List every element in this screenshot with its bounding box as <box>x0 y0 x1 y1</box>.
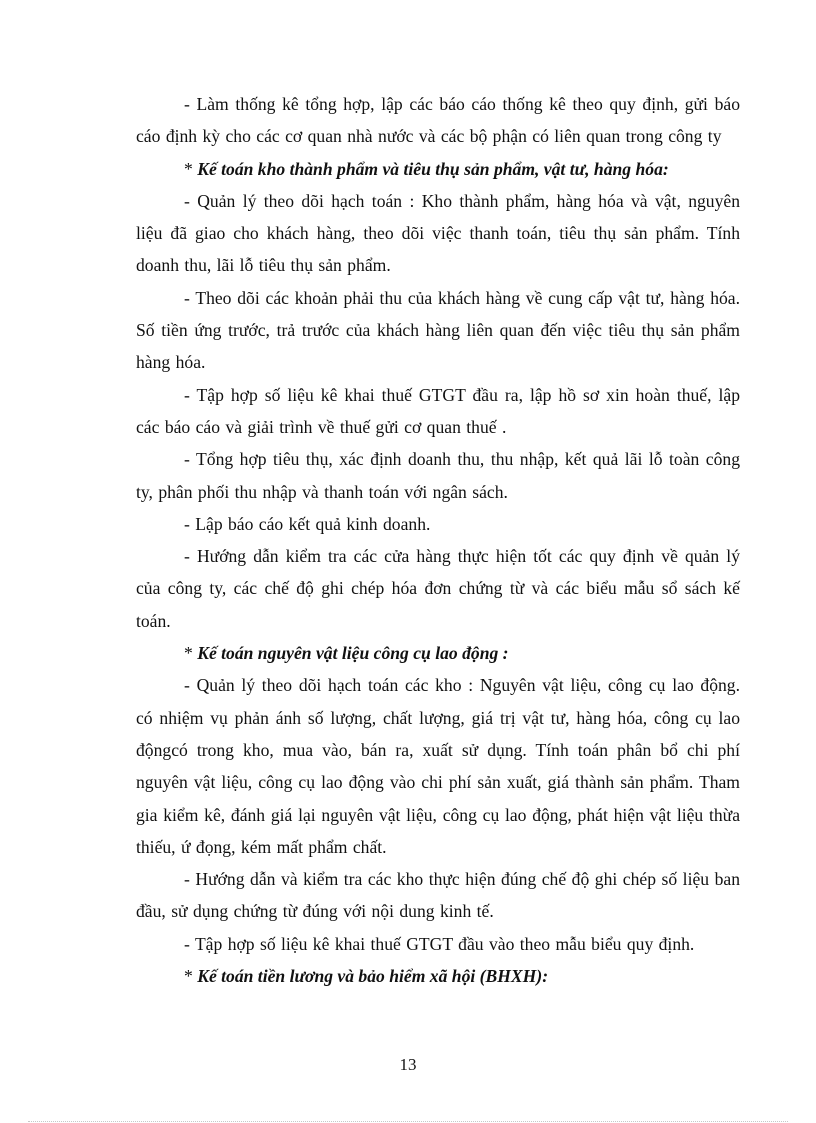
heading-title: Kế toán nguyên vật liệu công cụ lao động : <box>197 643 509 664</box>
page-number: 13 <box>399 1055 417 1074</box>
heading-bullet: * <box>184 966 198 987</box>
section-heading-payroll <box>136 960 740 992</box>
heading-bullet: * <box>184 643 198 664</box>
section-heading-finished-goods <box>136 153 740 185</box>
heading-bullet: * <box>184 158 198 179</box>
paragraph-statistics-report: - Làm thống kê tổng hợp, lập các báo cáo thống kê theo quy định, gửi báo cáo định kỳ cho các cơ quan nhà nước và các bộ phận có liên quan trong công ty <box>136 94 740 147</box>
heading-title: Kế toán kho thành phẩm và tiêu thụ sản phẩm, vật tư, hàng hóa: <box>197 158 669 179</box>
section-heading-materials <box>136 637 740 669</box>
paragraph-business-report: - Lập báo cáo kết quả kinh doanh. <box>184 513 431 534</box>
page-body <box>136 88 740 992</box>
paragraph-materials-management: - Quản lý theo dõi hạch toán các kho : Nguyên vật liệu, công cụ lao động. có nhiệm vụ phản ánh số lượng, chất lượng, giá trị vật tư, hàng hóa, công cụ lao độngcó trong kho, mua vào, bán ra, xuất sử dụng. Tính toán phân bổ chi phí nguyên vật liệu, công cụ lao động vào chi phí sản xuất, giá thành sản phẩm. Tham gia kiểm kê, đánh giá lại nguyên vật liệu, công cụ lao động, phát hiện vật liệu thừa thiếu, ứ đọng, kém mất phẩm chất. <box>136 675 740 857</box>
heading-title: Kế toán tiền lương và bảo hiểm xã hội (BHXH): <box>197 966 549 987</box>
paragraph-warehouse-tracking: - Quản lý theo dõi hạch toán : Kho thành phẩm, hàng hóa và vật, nguyên liệu đã giao cho khách hàng, theo dõi việc thanh toán, tiêu thụ sản phẩm. Tính doanh thu, lãi lỗ tiêu thụ sản phẩm. <box>136 190 740 276</box>
paragraph-warehouse-guidance: - Hướng dẫn và kiểm tra các kho thực hiện đúng chế độ ghi chép số liệu ban đầu, sử dụng chứng từ đúng với nội dung kinh tế. <box>136 869 740 922</box>
paragraph-store-guidance: - Hướng dẫn kiểm tra các cửa hàng thực hiện tốt các quy định về quản lý của công ty, các chế độ ghi chép hóa đơn chứng từ và các biểu mẫu sổ sách kế toán. <box>136 546 740 631</box>
paragraph-output-vat: - Tập hợp số liệu kê khai thuế GTGT đầu ra, lập hồ sơ xin hoàn thuế, lập các báo cáo và giải trình về thuế gửi cơ quan thuế . <box>136 384 740 437</box>
paragraph-consumption-summary: - Tổng hợp tiêu thụ, xác định doanh thu, thu nhập, kết quả lãi lỗ toàn công ty, phân phối thu nhập và thanh toán với ngân sách. <box>136 449 740 502</box>
paragraph-receivables: - Theo dõi các khoản phải thu của khách hàng về cung cấp vật tư, hàng hóa. Số tiền ứng trước, trả trước của khách hàng liên quan đến việc tiêu thụ sản phẩm hàng hóa. <box>136 287 740 373</box>
paragraph-input-vat: - Tập hợp số liệu kê khai thuế GTGT đầu vào theo mẫu biểu quy định. <box>184 933 695 954</box>
page-bottom-divider <box>28 1121 788 1122</box>
